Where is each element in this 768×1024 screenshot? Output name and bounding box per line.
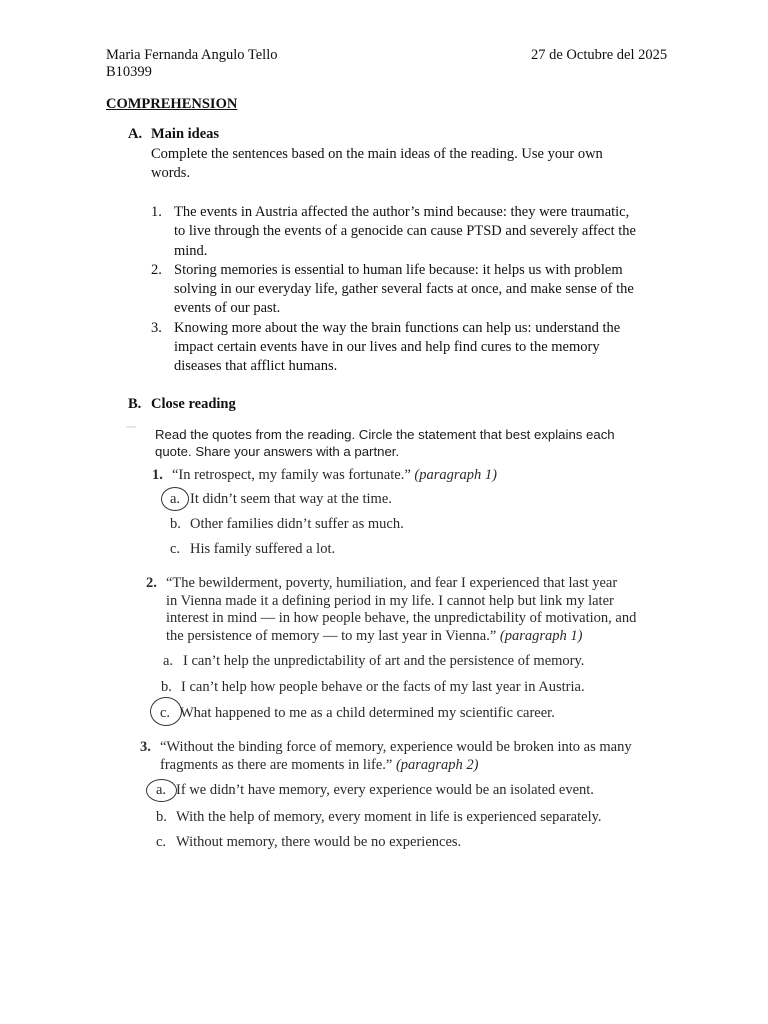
section-a-letter: A. <box>128 126 143 142</box>
comprehension-title: COMPREHENSION <box>106 96 238 112</box>
student-id: B10399 <box>106 64 152 80</box>
question-2-option-b[interactable]: b. I can’t help how people behave or the facts of my last year in Austria. <box>161 679 585 695</box>
answer-circle-mark <box>146 779 177 802</box>
main-idea-item: 1. The events in Austria affected the author’s mind because: they were traumatic, to live through the events of a genocide can cause PTSD and severely affect the mind. <box>151 204 636 259</box>
section-b-letter: B. <box>128 396 142 412</box>
question-3-quote: 3. “Without the binding force of memory, experience would be broken into as many fragments as there are moments in life.” (paragraph 2) <box>140 739 632 773</box>
question-3-option-b[interactable]: b. With the help of memory, every moment in life is experienced separately. <box>156 809 602 825</box>
section-b-instructions: Read the quotes from the reading. Circle the statement that best explains each quote. Share your answers with a partner. <box>155 427 615 459</box>
question-1-option-c[interactable]: c. His family suffered a lot. <box>170 541 336 557</box>
main-idea-item: 3. Knowing more about the way the brain functions can help us: understand the impact certain events have in our lives and help find cures to the memory diseases that afflict humans. <box>151 319 621 375</box>
student-name: Maria Fernanda Angulo Tello <box>106 47 278 63</box>
question-2-option-c[interactable]: c. What happened to me as a child determined my scientific career. <box>160 705 555 721</box>
main-ideas-list <box>151 203 661 377</box>
question-2-quote: 2. “The bewilderment, poverty, humiliation, and fear I experienced that last year in Vienna made it a defining period in my life. I cannot help but link my later interest in mind — in how people behave, the unpredictability of motivation, and the persistence of memory — to my last year in Vienna.” (paragraph 1) <box>146 575 637 644</box>
main-idea-item: 2. Storing memories is essential to human life because: it helps us with problem solving in our everyday life, gather several facts at once, and make sense of the events of our past. <box>151 261 634 317</box>
section-a-instructions: Complete the sentences based on the main ideas of the reading. Use your own words. <box>151 146 603 182</box>
question-1-option-b[interactable]: b. Other families didn’t suffer as much. <box>170 516 404 532</box>
question-2-option-a[interactable]: a. I can’t help the unpredictability of art and the persistence of memory. <box>163 653 585 669</box>
section-a-title: Main ideas <box>151 126 220 142</box>
question-3-option-a[interactable]: a. If we didn’t have memory, every experience would be an isolated event. <box>156 782 594 798</box>
scan-mark <box>126 426 136 428</box>
question-1-option-a[interactable]: a. It didn’t seem that way at the time. <box>170 491 392 507</box>
answer-circle-mark <box>161 487 189 511</box>
document-date: 27 de Octubre del 2025 <box>531 47 668 63</box>
section-b-title: Close reading <box>151 396 236 412</box>
question-1-quote: 1. “In retrospect, my family was fortunate.” (paragraph 1) <box>152 467 497 483</box>
answer-circle-mark <box>150 697 182 726</box>
question-3-option-c[interactable]: c. Without memory, there would be no experiences. <box>156 834 462 850</box>
